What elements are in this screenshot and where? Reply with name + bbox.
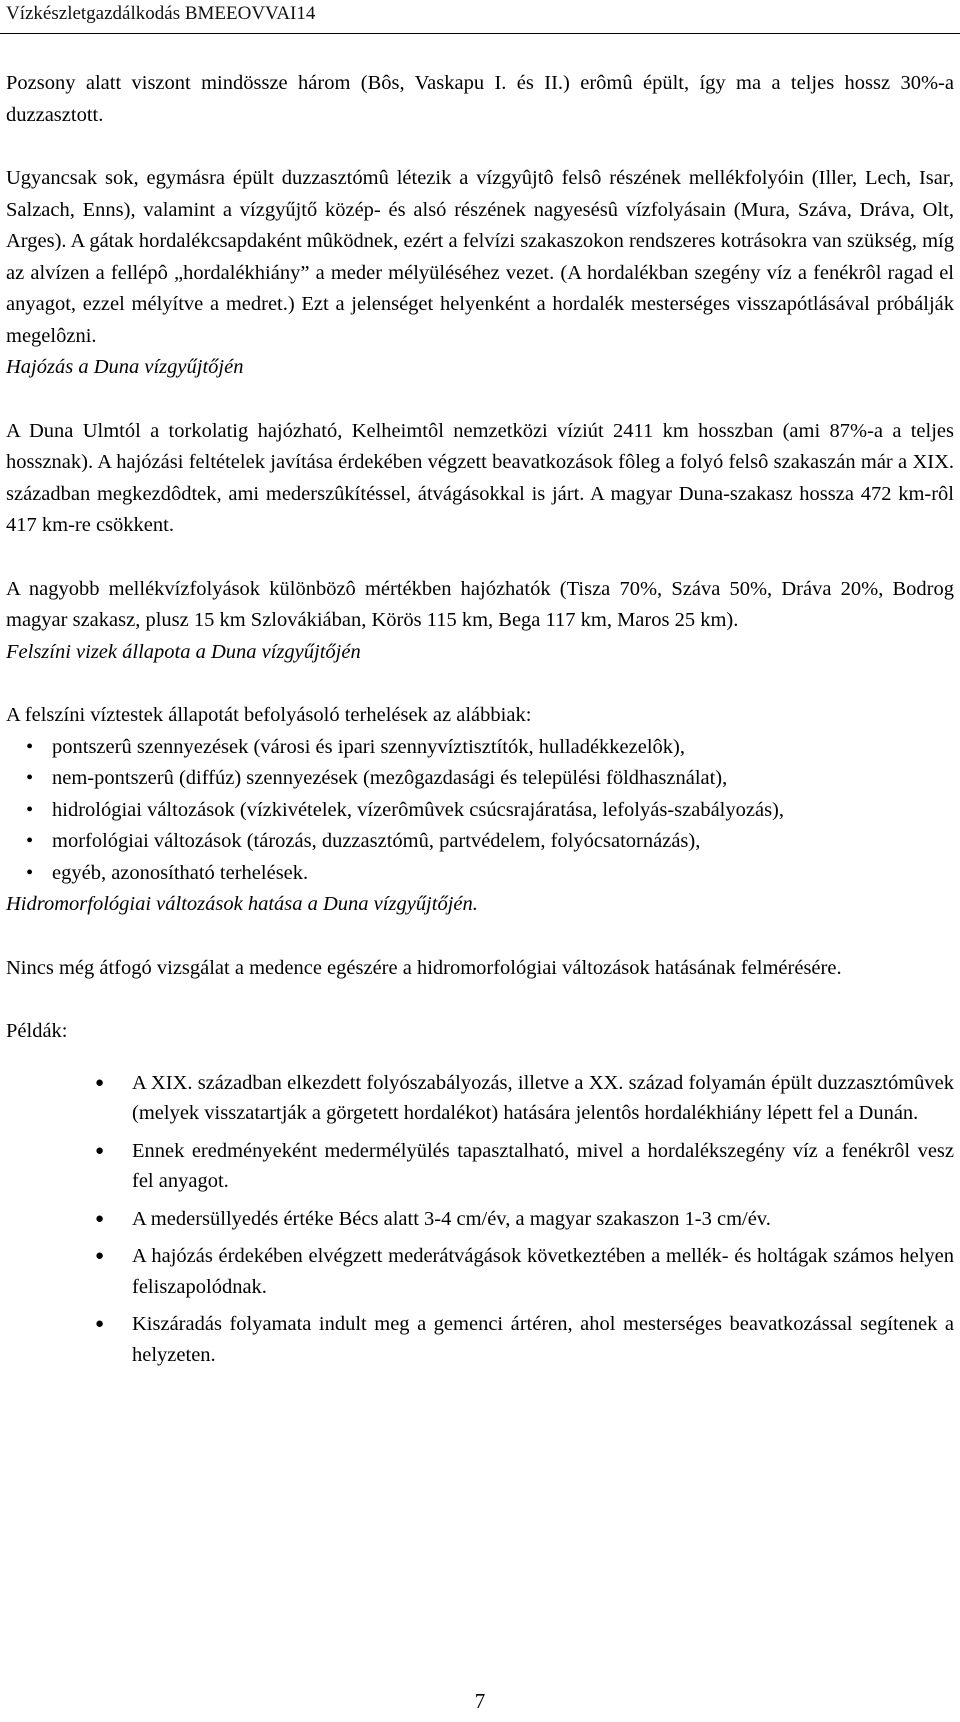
list-item: ● A hajózás érdekében elvégzett mederátvágások következtében a mellék- és holtágak számos helyen feliszapolódnak.	[6, 1241, 954, 1302]
running-header: Vízkészletgazdálkodás BMEEOVVAI14	[6, 3, 316, 24]
list-item: • pontszerû szennyezések (városi és ipari szennyvíztisztítók, hulladékkezelôk),	[6, 732, 954, 764]
list-item: • nem-pontszerû (diffúz) szennyezések (mezôgazdasági és települési földhasználat),	[6, 763, 954, 795]
paragraph-4: A nagyobb mellékvízfolyások különbözô mértékben hajózhatók (Tisza 70%, Száva 50%, Dráva 20%, Bodrog magyar szakasz, plusz 15 km Szlovákiában, Körös 115 km, Bega 117 km, Maros 25 km).	[6, 577, 954, 631]
list-item: • egyéb, azonosítható terhelések.	[6, 858, 954, 890]
page-content	[6, 68, 954, 1370]
paragraph-6: Nincs még átfogó vizsgálat a medence egészére a hidromorfológiai változások hatásának felmérésére.	[6, 956, 842, 979]
list-item: ● A XIX. században elkezdett folyószabályozás, illetve a XX. század folyamán épült duzzasztómûvek (melyek visszatartják a görgetett hordalékot) hatására jelentôs hordalékhiány lépett fel a Dunán.	[6, 1068, 954, 1129]
list-item: ● Ennek eredményeként medermélyülés tapasztalható, mivel a hordalékszegény víz a fenékrôl vesz fel anyagot.	[6, 1136, 954, 1197]
examples-label: Példák:	[6, 1020, 68, 1042]
pressures-list	[6, 732, 954, 890]
paragraph-2: Ugyancsak sok, egymásra épült duzzasztómû létezik a vízgyûjtô felsô részének mellékfolyóin (Iller, Lech, Isar, Salzach, Enns), valamint a vízgyűjtő közép- és alsó részének nagyesésû vízfolyásain (Mura, Száva, Dráva, Olt, Arges). A gátak hordalékcsapdaként mûködnek, ezért a felvízi szakaszokon rendszeres kotrásokra van szükség, míg az alvízen a fellépô „hordalékhiány” a meder mélyüléséhez vezet. (A hordalékban szegény víz a fenékrôl ragad el anyagot, ezzel mélyítve a medret.) Ezt a jelenséget helyenként a hordalék mesterséges visszapótlásával próbálják megelôzni.	[6, 167, 954, 347]
paragraph-1: Pozsony alatt viszont mindössze három (Bôs, Vaskapu I. és II.) erômû épült, így ma a teljes hossz 30%-a duzzasztott.	[6, 72, 954, 126]
list-item: ● A medersüllyedés értéke Bécs alatt 3-4 cm/év, a magyar szakaszon 1-3 cm/év.	[6, 1204, 954, 1235]
page-number: 7	[474, 1689, 486, 1713]
examples-list	[6, 1068, 954, 1371]
header-rule	[0, 33, 960, 34]
paragraph-3: A Duna Ulmtól a torkolatig hajózható, Kelheimtôl nemzetközi víziút 2411 km hosszban (ami 87%-a a teljes hossznak). A hajózási feltételek javítása érdekében végzett beavatkozások fôleg a folyó felsô szakaszán már a XIX. században megkezdôdtek, ami mederszûkítéssel, átvágásokkal is járt. A magyar Duna-szakasz hossza 472 km-rôl 417 km-re csökkent.	[6, 419, 954, 536]
list-item: • morfológiai változások (tározás, duzzasztómû, partvédelem, folyócsatornázás),	[6, 826, 954, 858]
paragraph-5: A felszíni víztestek állapotát befolyásoló terhelések az alábbiak:	[6, 704, 532, 726]
section-heading-hydromorphology: Hidromorfológiai változások hatása a Duna vízgyűjtőjén.	[6, 893, 478, 915]
section-heading-navigation: Hajózás a Duna vízgyűjtőjén	[6, 356, 244, 378]
list-item: • hidrológiai változások (vízkivételek, vízerômûvek csúcsrajáratása, lefolyás-szabályozás),	[6, 795, 954, 827]
section-heading-surface-water: Felszíni vizek állapota a Duna vízgyűjtőjén	[6, 640, 361, 663]
list-item: ● Kiszáradás folyamata indult meg a gemenci ártéren, ahol mesterséges beavatkozással segítenek a helyzeten.	[6, 1309, 954, 1370]
